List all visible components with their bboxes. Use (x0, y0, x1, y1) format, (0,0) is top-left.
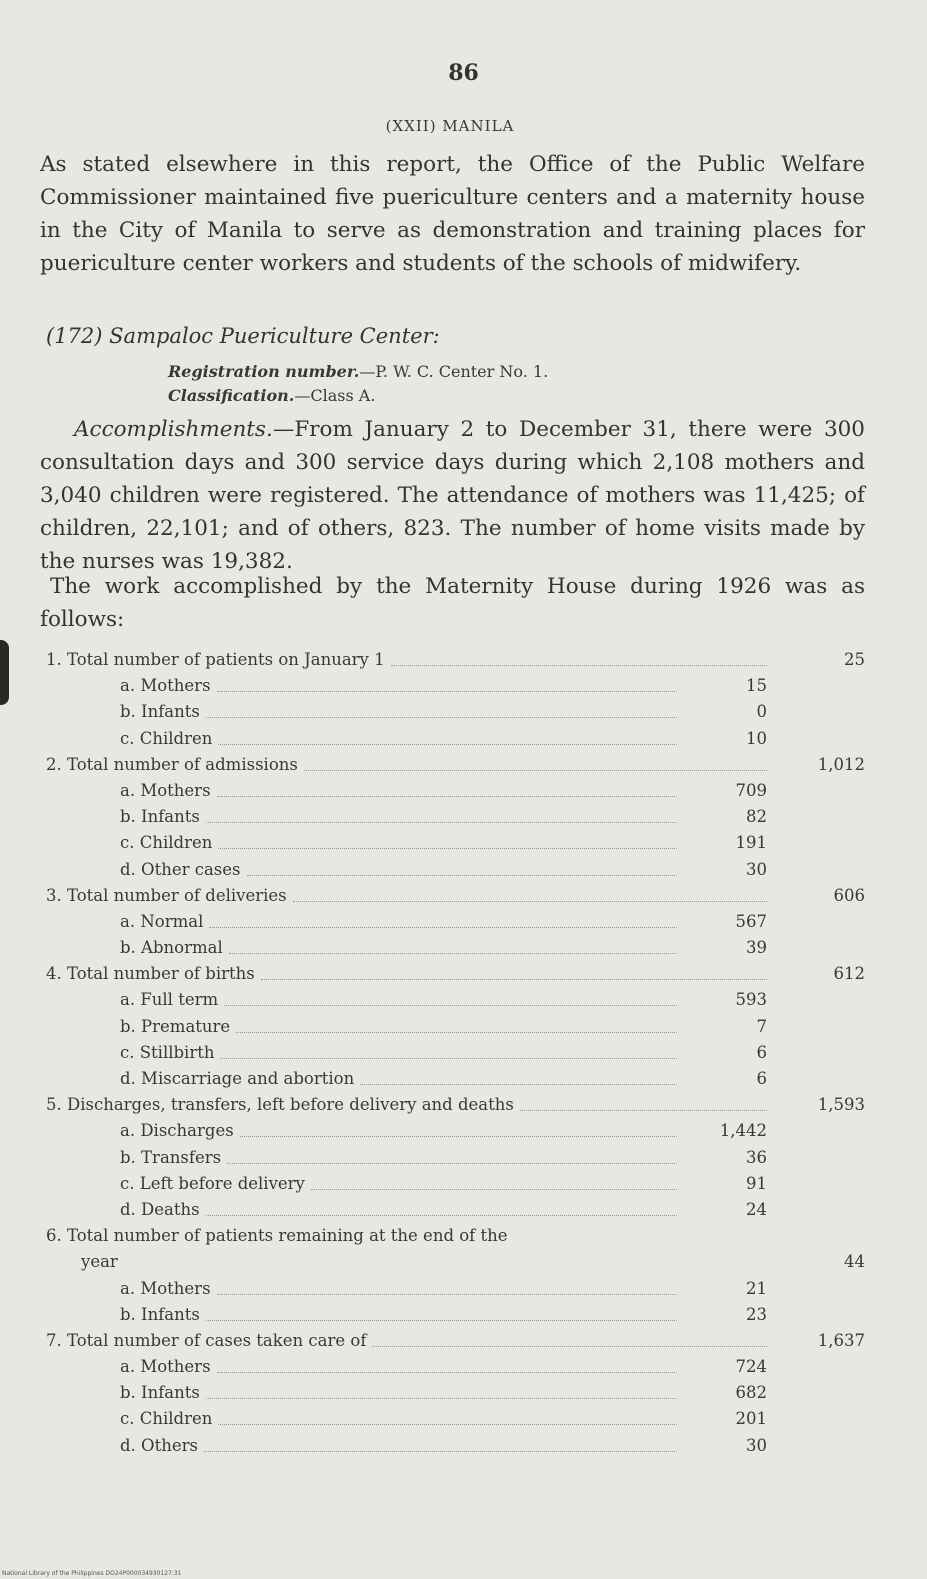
row-subvalue: 30 (746, 1435, 767, 1455)
dot-leader (204, 1451, 677, 1452)
accomplishments-label: Accomplishments. (74, 417, 273, 442)
classification-line (168, 386, 375, 405)
accomplishments-paragraph (40, 413, 865, 578)
row-subvalue: 201 (735, 1409, 767, 1429)
row-label: 6. Total number of patients remaining at the end of the (46, 1226, 508, 1246)
section-heading: (XXII) MANILA (385, 117, 515, 135)
dot-leader (218, 1424, 677, 1425)
row-label: d. Other cases (120, 859, 241, 879)
row-subvalue: 39 (746, 938, 767, 958)
row-label: a. Mothers (120, 1278, 211, 1298)
row-label: 2. Total number of admissions (46, 754, 298, 774)
registration-value: —P. W. C. Center No. 1. (359, 362, 549, 381)
row-label: b. Infants (120, 1304, 200, 1324)
row-label: b. Infants (120, 1383, 200, 1403)
dot-leader (217, 1294, 677, 1295)
footer-credit: National Library of the Philippines DO24P000034930127:31 (2, 1570, 182, 1577)
dot-leader (360, 1084, 677, 1085)
table-row (0, 727, 927, 753)
row-label: 7. Total number of cases taken care of (46, 1330, 367, 1350)
row-label: d. Others (120, 1435, 198, 1455)
row-subvalue: 7 (756, 1016, 767, 1036)
classification-value: —Class A. (294, 386, 376, 405)
row-label: d. Miscarriage and abortion (120, 1069, 355, 1088)
dot-leader (391, 665, 767, 666)
table-row (0, 1172, 927, 1198)
table-row (0, 700, 927, 726)
table-row (0, 1381, 927, 1407)
center-number: (172) (46, 324, 103, 348)
row-subvalue: 36 (746, 1147, 767, 1167)
dot-leader (520, 1110, 767, 1111)
table-row (0, 1407, 927, 1433)
dot-leader (218, 744, 677, 745)
row-label: a. Mothers (120, 1357, 211, 1377)
row-subvalue: 91 (746, 1173, 767, 1193)
dot-leader (220, 1058, 677, 1059)
dot-leader (261, 979, 767, 980)
table-row (0, 1015, 927, 1041)
row-total: 1,012 (817, 754, 865, 774)
row-label: a. Mothers (120, 780, 211, 800)
table-row (0, 1041, 927, 1067)
row-subvalue: 15 (746, 676, 767, 696)
table-row (0, 674, 927, 700)
row-subvalue: 682 (735, 1383, 767, 1403)
row-label: year (81, 1252, 118, 1272)
dot-leader (293, 901, 767, 902)
dot-leader (240, 1136, 677, 1137)
dot-leader (206, 1320, 677, 1321)
table-row (0, 1303, 927, 1329)
row-total: 606 (833, 885, 865, 905)
dot-leader (372, 1346, 767, 1347)
row-subvalue: 0 (756, 702, 767, 722)
row-subvalue: 709 (735, 780, 767, 800)
row-label: b. Transfers (120, 1147, 222, 1167)
row-label: c. Left before delivery (120, 1173, 305, 1193)
row-label: 5. Discharges, transfers, left before delivery and deaths (46, 1095, 514, 1115)
table-row (0, 936, 927, 962)
row-subvalue: 24 (746, 1199, 767, 1219)
row-label: a. Discharges (120, 1121, 234, 1141)
row-subvalue: 6 (756, 1069, 767, 1088)
dot-leader (224, 1005, 677, 1006)
row-label: c. Children (120, 1409, 213, 1429)
row-label: d. Deaths (120, 1199, 200, 1219)
row-subvalue: 10 (746, 728, 767, 748)
row-label: 3. Total number of deliveries (46, 885, 287, 905)
dot-leader (247, 875, 677, 876)
row-subvalue: 567 (735, 911, 767, 931)
dot-leader (217, 1372, 677, 1373)
dot-leader (311, 1189, 677, 1190)
row-label: b. Premature (120, 1016, 231, 1036)
table-row (0, 962, 927, 988)
dot-leader (206, 1398, 677, 1399)
row-label: b. Infants (120, 807, 200, 827)
table-row (0, 779, 927, 805)
row-subvalue: 30 (746, 859, 767, 879)
dot-leader (217, 796, 677, 797)
table-row (0, 1277, 927, 1303)
row-total: 612 (833, 964, 865, 984)
center-name: Sampaloc Puericulture Center: (109, 324, 440, 348)
row-total: 25 (844, 650, 865, 669)
row-label: a. Normal (120, 911, 204, 931)
table-row (0, 1250, 927, 1276)
dot-leader (206, 1215, 677, 1216)
row-subvalue: 1,442 (719, 1121, 767, 1141)
dot-leader (227, 1163, 677, 1164)
row-label: c. Children (120, 833, 213, 853)
table-row (0, 858, 927, 884)
row-subvalue: 6 (756, 1042, 767, 1062)
row-label: c. Children (120, 728, 213, 748)
dot-leader (206, 717, 677, 718)
table-row (0, 1198, 927, 1224)
table-row (0, 1119, 927, 1145)
maternity-statistics-table (0, 648, 927, 1460)
row-subvalue: 82 (746, 807, 767, 827)
row-label: 1. Total number of patients on January 1 (46, 650, 385, 669)
registration-label: Registration number. (168, 362, 360, 381)
row-label: b. Abnormal (120, 938, 223, 958)
table-row (0, 831, 927, 857)
table-row (0, 988, 927, 1014)
row-subvalue: 21 (746, 1278, 767, 1298)
row-label: 4. Total number of births (46, 964, 255, 984)
classification-label: Classification. (168, 386, 295, 405)
intro-paragraph: As stated elsewhere in this report, the Office of the Public Welfare Commissioner maintained five puericulture centers and a maternity house in the City of Manila to serve as demonstration and training places for puericulture center workers and students of the schools of midwifery. (40, 152, 865, 276)
accomplishments-text: —From January 2 to December 31, there were 300 consultation days and 300 service days during which 2,108 mothers and 3,040 children were registered. The attendance of mothers was 11,425; of children, 22,101; and of others, 823. The number of home visits made by the nurses was 19,382. (40, 417, 865, 574)
dot-leader (304, 770, 767, 771)
row-subvalue: 191 (735, 833, 767, 853)
dot-leader (206, 822, 677, 823)
table-row (0, 1434, 927, 1460)
table-row (0, 1146, 927, 1172)
row-label: c. Stillbirth (120, 1042, 215, 1062)
registration-line (168, 362, 548, 381)
page-number: 86 (448, 60, 479, 86)
table-row (0, 1224, 927, 1250)
row-total: 44 (844, 1252, 865, 1272)
row-total: 1,637 (817, 1330, 865, 1350)
row-subvalue: 724 (735, 1357, 767, 1377)
table-row (0, 1093, 927, 1119)
maternity-intro: The work accomplished by the Maternity House during 1926 was as follows: (40, 574, 865, 632)
table-row (0, 805, 927, 831)
table-row (0, 1067, 927, 1093)
dot-leader (217, 691, 677, 692)
table-row (0, 1355, 927, 1381)
dot-leader (209, 927, 677, 928)
dot-leader (236, 1032, 677, 1033)
row-label: a. Full term (120, 990, 219, 1010)
table-row (0, 910, 927, 936)
table-row (0, 753, 927, 779)
table-row (0, 1329, 927, 1355)
row-label: a. Mothers (120, 676, 211, 696)
row-label: b. Infants (120, 702, 200, 722)
row-total: 1,593 (817, 1095, 865, 1115)
row-subvalue: 593 (735, 990, 767, 1010)
row-subvalue: 23 (746, 1304, 767, 1324)
table-row (0, 884, 927, 910)
center-heading (46, 324, 440, 348)
dot-leader (229, 953, 677, 954)
dot-leader (218, 848, 677, 849)
table-row (0, 648, 927, 674)
